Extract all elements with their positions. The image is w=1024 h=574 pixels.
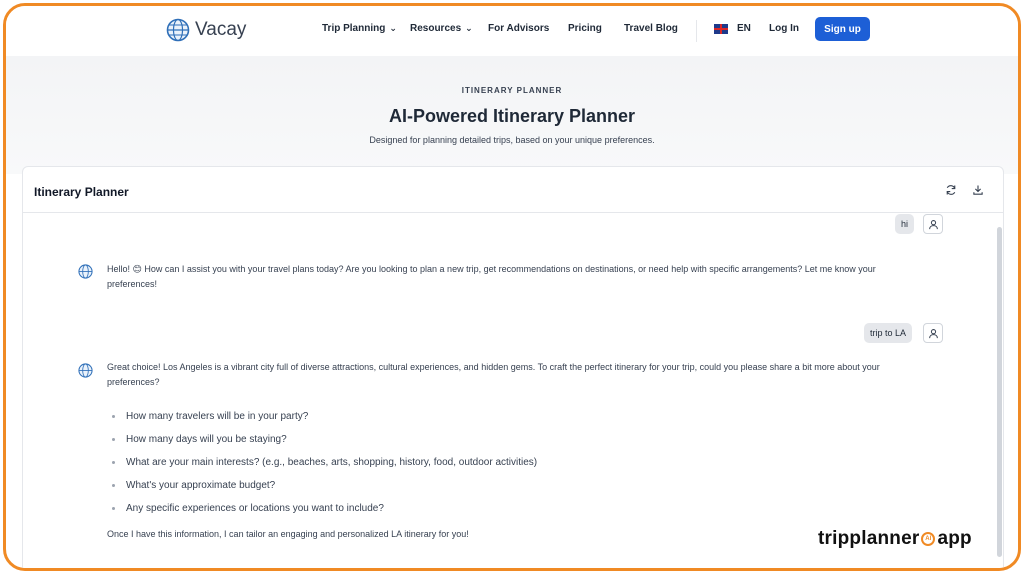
itinerary-chat-panel (22, 166, 1004, 571)
globe-icon (166, 18, 190, 42)
chevron-down-icon: ⌄ (389, 23, 397, 33)
user-icon (928, 219, 939, 230)
nav-pricing-label: Pricing (568, 23, 602, 34)
assistant-avatar (78, 363, 93, 378)
chat-scrollbar[interactable] (997, 227, 1002, 557)
download-icon (972, 184, 984, 196)
user-icon (928, 328, 939, 339)
screenshot-frame (3, 3, 1021, 571)
bullet-icon (112, 507, 115, 510)
refresh-icon (945, 184, 957, 196)
brand-logo[interactable] (166, 18, 246, 42)
list-item (112, 405, 537, 428)
globe-icon (78, 363, 93, 378)
top-navbar (6, 6, 1018, 56)
watermark-ai: AI (921, 532, 935, 546)
list-item (112, 474, 537, 497)
download-button[interactable] (971, 183, 985, 197)
refresh-button[interactable] (944, 183, 958, 197)
language-label: EN (737, 23, 751, 34)
signup-button[interactable]: Sign up (815, 17, 870, 41)
panel-header (23, 167, 1003, 213)
nav-divider (696, 20, 697, 42)
list-item (112, 451, 537, 474)
assistant-message: Hello! 😊 How can I assist you with your travel plans today? Are you looking to plan a new trip, get recommendations on destinations, or need help with specific arrangements? Let me know your preferences! (107, 264, 876, 289)
question-text: How many days will you be staying? (126, 434, 287, 445)
user-avatar (923, 214, 943, 234)
bullet-icon (112, 461, 115, 464)
page-title: AI-Powered Itinerary Planner (388, 106, 636, 126)
nav-trip-planning-label: Trip Planning (322, 23, 386, 34)
user-message: hi (895, 214, 914, 234)
tripplanner-watermark (818, 528, 972, 550)
panel-title: Itinerary Planner (34, 185, 129, 199)
list-item (112, 497, 537, 520)
page-subtitle: Designed for planning detailed trips, based on your unique preferences. (369, 135, 655, 145)
login-label: Log In (769, 23, 799, 34)
question-text: Any specific experiences or locations you want to include? (126, 503, 384, 514)
watermark-text-left: tripplanner (818, 528, 920, 549)
nav-trip-planning[interactable] (322, 23, 397, 34)
globe-icon (78, 264, 93, 279)
lightbulb-icon (920, 530, 936, 548)
user-message: trip to LA (864, 323, 912, 343)
nav-travel-blog[interactable] (624, 23, 678, 34)
list-item (112, 428, 537, 451)
assistant-message-footer: Once I have this information, I can tailor an engaging and personalized LA itinerary for you! (107, 529, 469, 539)
nav-travel-blog-label: Travel Blog (624, 23, 678, 34)
assistant-message: Great choice! Los Angeles is a vibrant city full of diverse attractions, cultural experiences, and hidden gems. To craft the perfect itinerary for your trip, could you please share a bit more about your preferences? (107, 362, 880, 387)
nav-for-advisors-label: For Advisors (488, 23, 550, 34)
question-text: What's your approximate budget? (126, 480, 276, 491)
nav-for-advisors[interactable] (488, 23, 549, 34)
bullet-icon (112, 415, 115, 418)
question-text: How many travelers will be in your party? (126, 411, 309, 422)
brand-name: Vacay (195, 19, 247, 40)
question-text: What are your main interests? (e.g., beaches, arts, shopping, history, food, outdoor activities) (126, 457, 538, 468)
question-list (112, 405, 537, 520)
language-selector[interactable] (714, 23, 751, 34)
nav-resources-label: Resources (410, 23, 462, 34)
nav-pricing[interactable] (568, 23, 602, 34)
user-avatar (923, 323, 943, 343)
hero-eyebrow: ITINERARY PLANNER (461, 86, 563, 95)
uk-flag-icon (714, 24, 728, 34)
watermark-text-right: app (937, 528, 972, 549)
chevron-down-icon: ⌄ (465, 23, 473, 33)
nav-resources[interactable] (410, 23, 473, 34)
bullet-icon (112, 484, 115, 487)
bullet-icon (112, 438, 115, 441)
login-link[interactable] (769, 23, 799, 34)
assistant-avatar (78, 264, 93, 279)
